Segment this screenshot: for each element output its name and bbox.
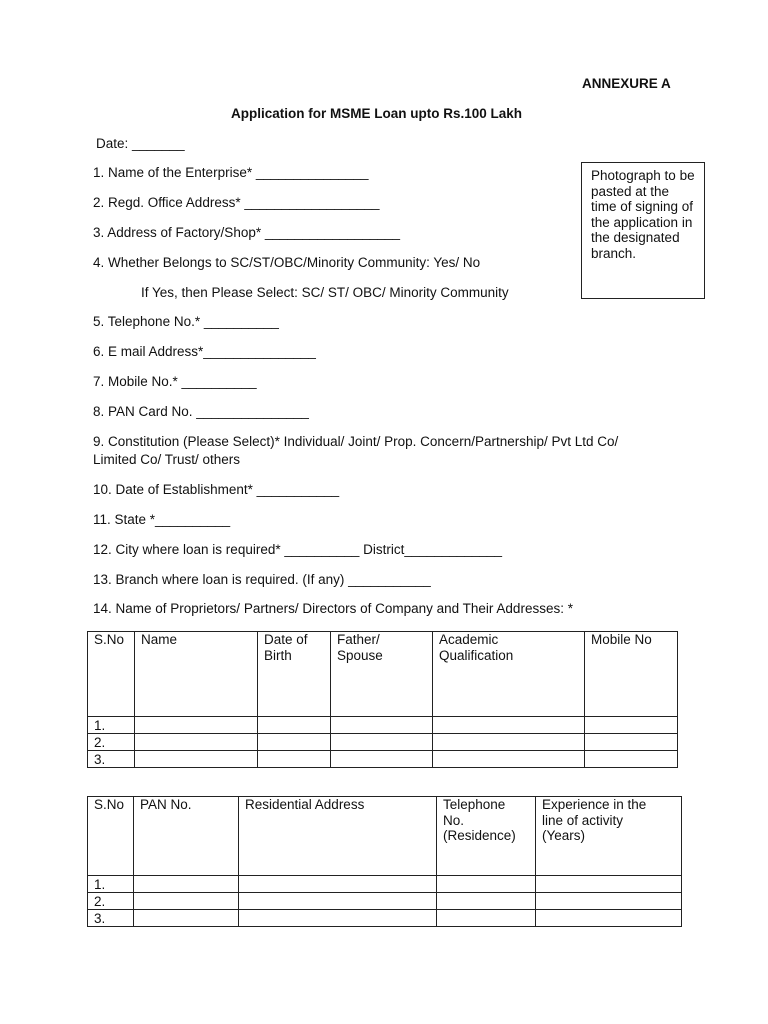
row-number: 2. <box>88 734 135 751</box>
annexure-label: ANNEXURE A <box>582 76 671 91</box>
row-number: 3. <box>88 910 134 927</box>
proprietors-table-2 <box>87 796 682 927</box>
form-title: Application for MSME Loan upto Rs.100 Lakh <box>231 106 523 121</box>
table-row <box>88 893 682 910</box>
state-field: 11. State *__________ <box>93 512 231 527</box>
header-sno: S.No <box>88 632 135 717</box>
header-experience: Experience in the line of activity (Years) <box>536 797 682 876</box>
mobile-field: 7. Mobile No.* __________ <box>93 374 257 389</box>
row-number: 1. <box>88 876 134 893</box>
constitution-field-line1: 9. Constitution (Please Select)* Individual/ Joint/ Prop. Concern/Partnership/ Pvt Ltd Co/ <box>93 434 619 449</box>
telephone-field: 5. Telephone No.* __________ <box>93 314 279 329</box>
table-row <box>88 717 678 734</box>
table-header-row <box>88 632 678 717</box>
row-number: 1. <box>88 717 135 734</box>
constitution-field-line2: Limited Co/ Trust/ others <box>93 452 241 467</box>
email-field: 6. E mail Address*_______________ <box>93 344 316 359</box>
header-telephone-residence: Telephone No. (Residence) <box>437 797 536 876</box>
pan-card-field: 8. PAN Card No. _______________ <box>93 404 309 419</box>
community-question: 4. Whether Belongs to SC/ST/OBC/Minority Community: Yes/ No <box>93 255 481 270</box>
city-district-field: 12. City where loan is required* __________ District_____________ <box>93 542 503 557</box>
table-row <box>88 734 678 751</box>
row-number: 3. <box>88 751 135 768</box>
table-row <box>88 910 682 927</box>
community-select-line: If Yes, then Please Select: SC/ ST/ OBC/ Minority Community <box>141 285 509 300</box>
date-field: Date: _______ <box>96 136 185 151</box>
table-header-row <box>88 797 682 876</box>
header-sno: S.No <box>88 797 134 876</box>
factory-address-field: 3. Address of Factory/Shop* __________________ <box>93 225 400 240</box>
header-pan-no: PAN No. <box>134 797 239 876</box>
row-number: 2. <box>88 893 134 910</box>
proprietors-heading: 14. Name of Proprietors/ Partners/ Directors of Company and Their Addresses: * <box>93 601 573 616</box>
header-date-of-birth: Date of Birth <box>258 632 331 717</box>
establishment-date-field: 10. Date of Establishment* ___________ <box>93 482 340 497</box>
header-residential-address: Residential Address <box>239 797 437 876</box>
regd-office-address-field: 2. Regd. Office Address* __________________ <box>93 195 380 210</box>
header-mobile-no: Mobile No <box>585 632 678 717</box>
header-father-spouse: Father/ Spouse <box>331 632 433 717</box>
table-row <box>88 751 678 768</box>
header-academic-qualification: Academic Qualification <box>433 632 585 717</box>
photograph-box: Photograph to be pasted at the time of signing of the application in the designated branch. <box>581 162 705 299</box>
branch-field: 13. Branch where loan is required. (If any) ___________ <box>93 572 431 587</box>
header-name: Name <box>135 632 258 717</box>
table-row <box>88 876 682 893</box>
enterprise-name-field: 1. Name of the Enterprise* _______________ <box>93 165 369 180</box>
proprietors-table-1 <box>87 631 678 768</box>
